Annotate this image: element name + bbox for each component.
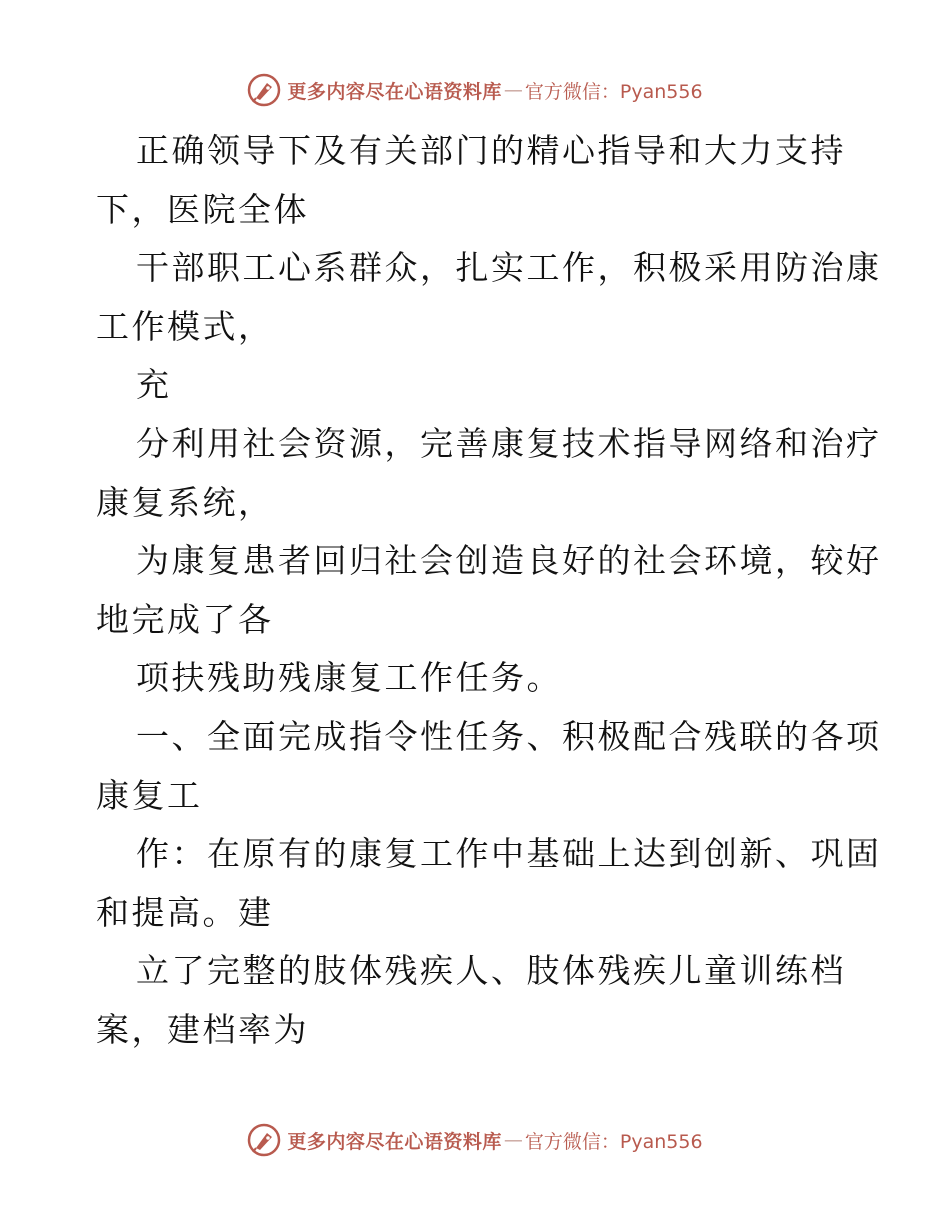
banner-separator: — <box>503 79 523 101</box>
text-line: 为康复患者回归社会创造良好的社会环境，较好 <box>136 541 882 581</box>
text-line: 干部职工心系群众，扎实工作，积极采用防治康 <box>136 248 882 288</box>
banner-wechat: 官方微信：Pyan556 <box>524 80 703 103</box>
pen-nib-logo-icon <box>247 1123 281 1157</box>
pen-nib-logo-icon <box>247 73 281 107</box>
text-line: 地完成了各 <box>96 599 274 639</box>
text-line: 和提高。建 <box>96 892 274 932</box>
header-watermark-banner <box>0 70 950 110</box>
banner-label: 更多内容尽在心语资料库 <box>287 80 502 103</box>
text-line: 项扶残助残康复工作任务。 <box>136 658 562 698</box>
banner-separator: — <box>503 1129 523 1151</box>
text-line: 正确领导下及有关部门的精心指导和大力支持 <box>136 131 846 170</box>
text-line: 下，医院全体 <box>96 189 309 229</box>
document-body <box>96 122 882 1060</box>
text-line: 案，建档率为 <box>96 1009 309 1049</box>
footer-watermark-banner <box>0 1120 950 1160</box>
text-line: 一、全面完成指令性任务、积极配合残联的各项 <box>136 716 882 756</box>
banner-wechat: 官方微信：Pyan556 <box>524 1130 703 1153</box>
text-line: 康复系统， <box>96 482 274 522</box>
text-line: 分利用社会资源，完善康复技术指导网络和治疗 <box>136 423 882 463</box>
text-line: 作：在原有的康复工作中基础上达到创新、巩固 <box>136 834 882 874</box>
banner-label: 更多内容尽在心语资料库 <box>287 1130 502 1153</box>
text-line: 充 <box>136 365 172 405</box>
text-line: 工作模式， <box>96 306 274 346</box>
text-line: 立了完整的肢体残疾人、肢体残疾儿童训练档 <box>136 951 846 991</box>
text-line: 康复工 <box>96 775 203 815</box>
